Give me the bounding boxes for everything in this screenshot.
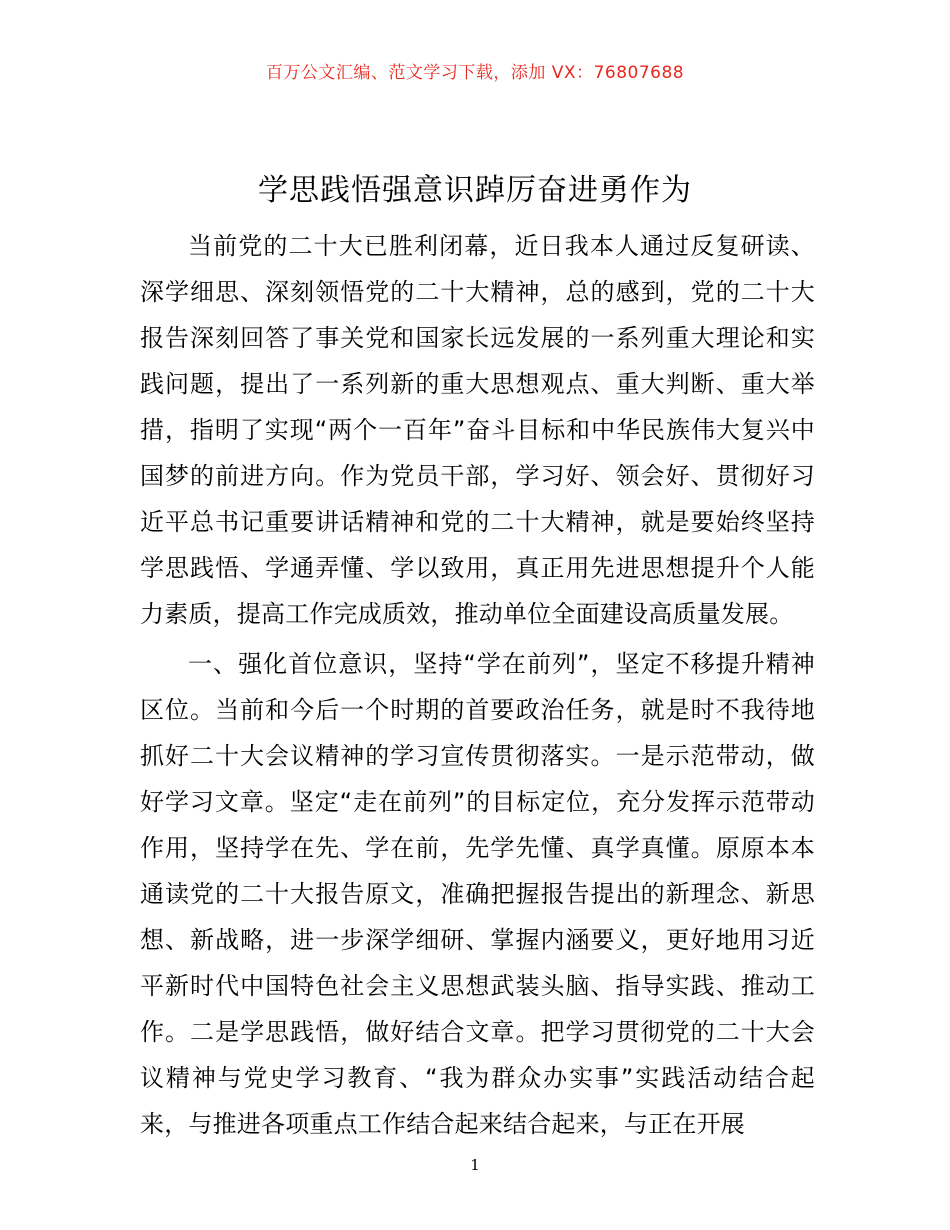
document-body [140, 223, 815, 1147]
paragraph-1: 当前党的二十大已胜利闭幕，近日我本人通过反复研读、深学细思、深刻领悟党的二十大精神，总的感到，党的二十大报告深刻回答了事关党和国家长远发展的一系列重大理论和实践问题，提出了一系列新的重大思想观点、重大判断、重大举措，指明了实现“两个一百年”奋斗目标和中华民族伟大复兴中国梦的前进方向。作为党员干部，学习好、领会好、贯彻好习近平总书记重要讲话精神和党的二十大精神，就是要始终坚持学思践悟、学通弄懂、学以致用，真正用先进思想提升个人能力素质，提高工作完成质效，推动单位全面建设高质量发展。 [140, 232, 815, 628]
page-number: 1 [470, 1156, 480, 1174]
document-title: 学思践悟强意识踔厉奋进勇作为 [258, 173, 692, 208]
header-note: 百万公文汇编、范文学习下载，添加 VX：76807688 [265, 63, 685, 83]
paragraph-2: 一、强化首位意识，坚持“学在前列”，坚定不移提升精神区位。当前和今后一个时期的首要政治任务，就是时不我待地抓好二十大会议精神的学习宣传贯彻落实。一是示范带动，做好学习文章。坚定“走在前列”的目标定位，充分发挥示范带动作用，坚持学在先、学在前，先学先懂、真学真懂。原原本本通读党的二十大报告原文，准确把握报告提出的新理念、新思想、新战略，进一步深学细研、掌握内涵要义，更好地用习近平新时代中国特色社会主义思想武装头脑、指导实践、推动工作。二是学思践悟，做好结合文章。把学习贯彻党的二十大会议精神与党史学习教育、“我为群众办实事”实践活动结合起来，与推进各项重点工作结合起来结合起来，与正在开展 [140, 650, 815, 1138]
